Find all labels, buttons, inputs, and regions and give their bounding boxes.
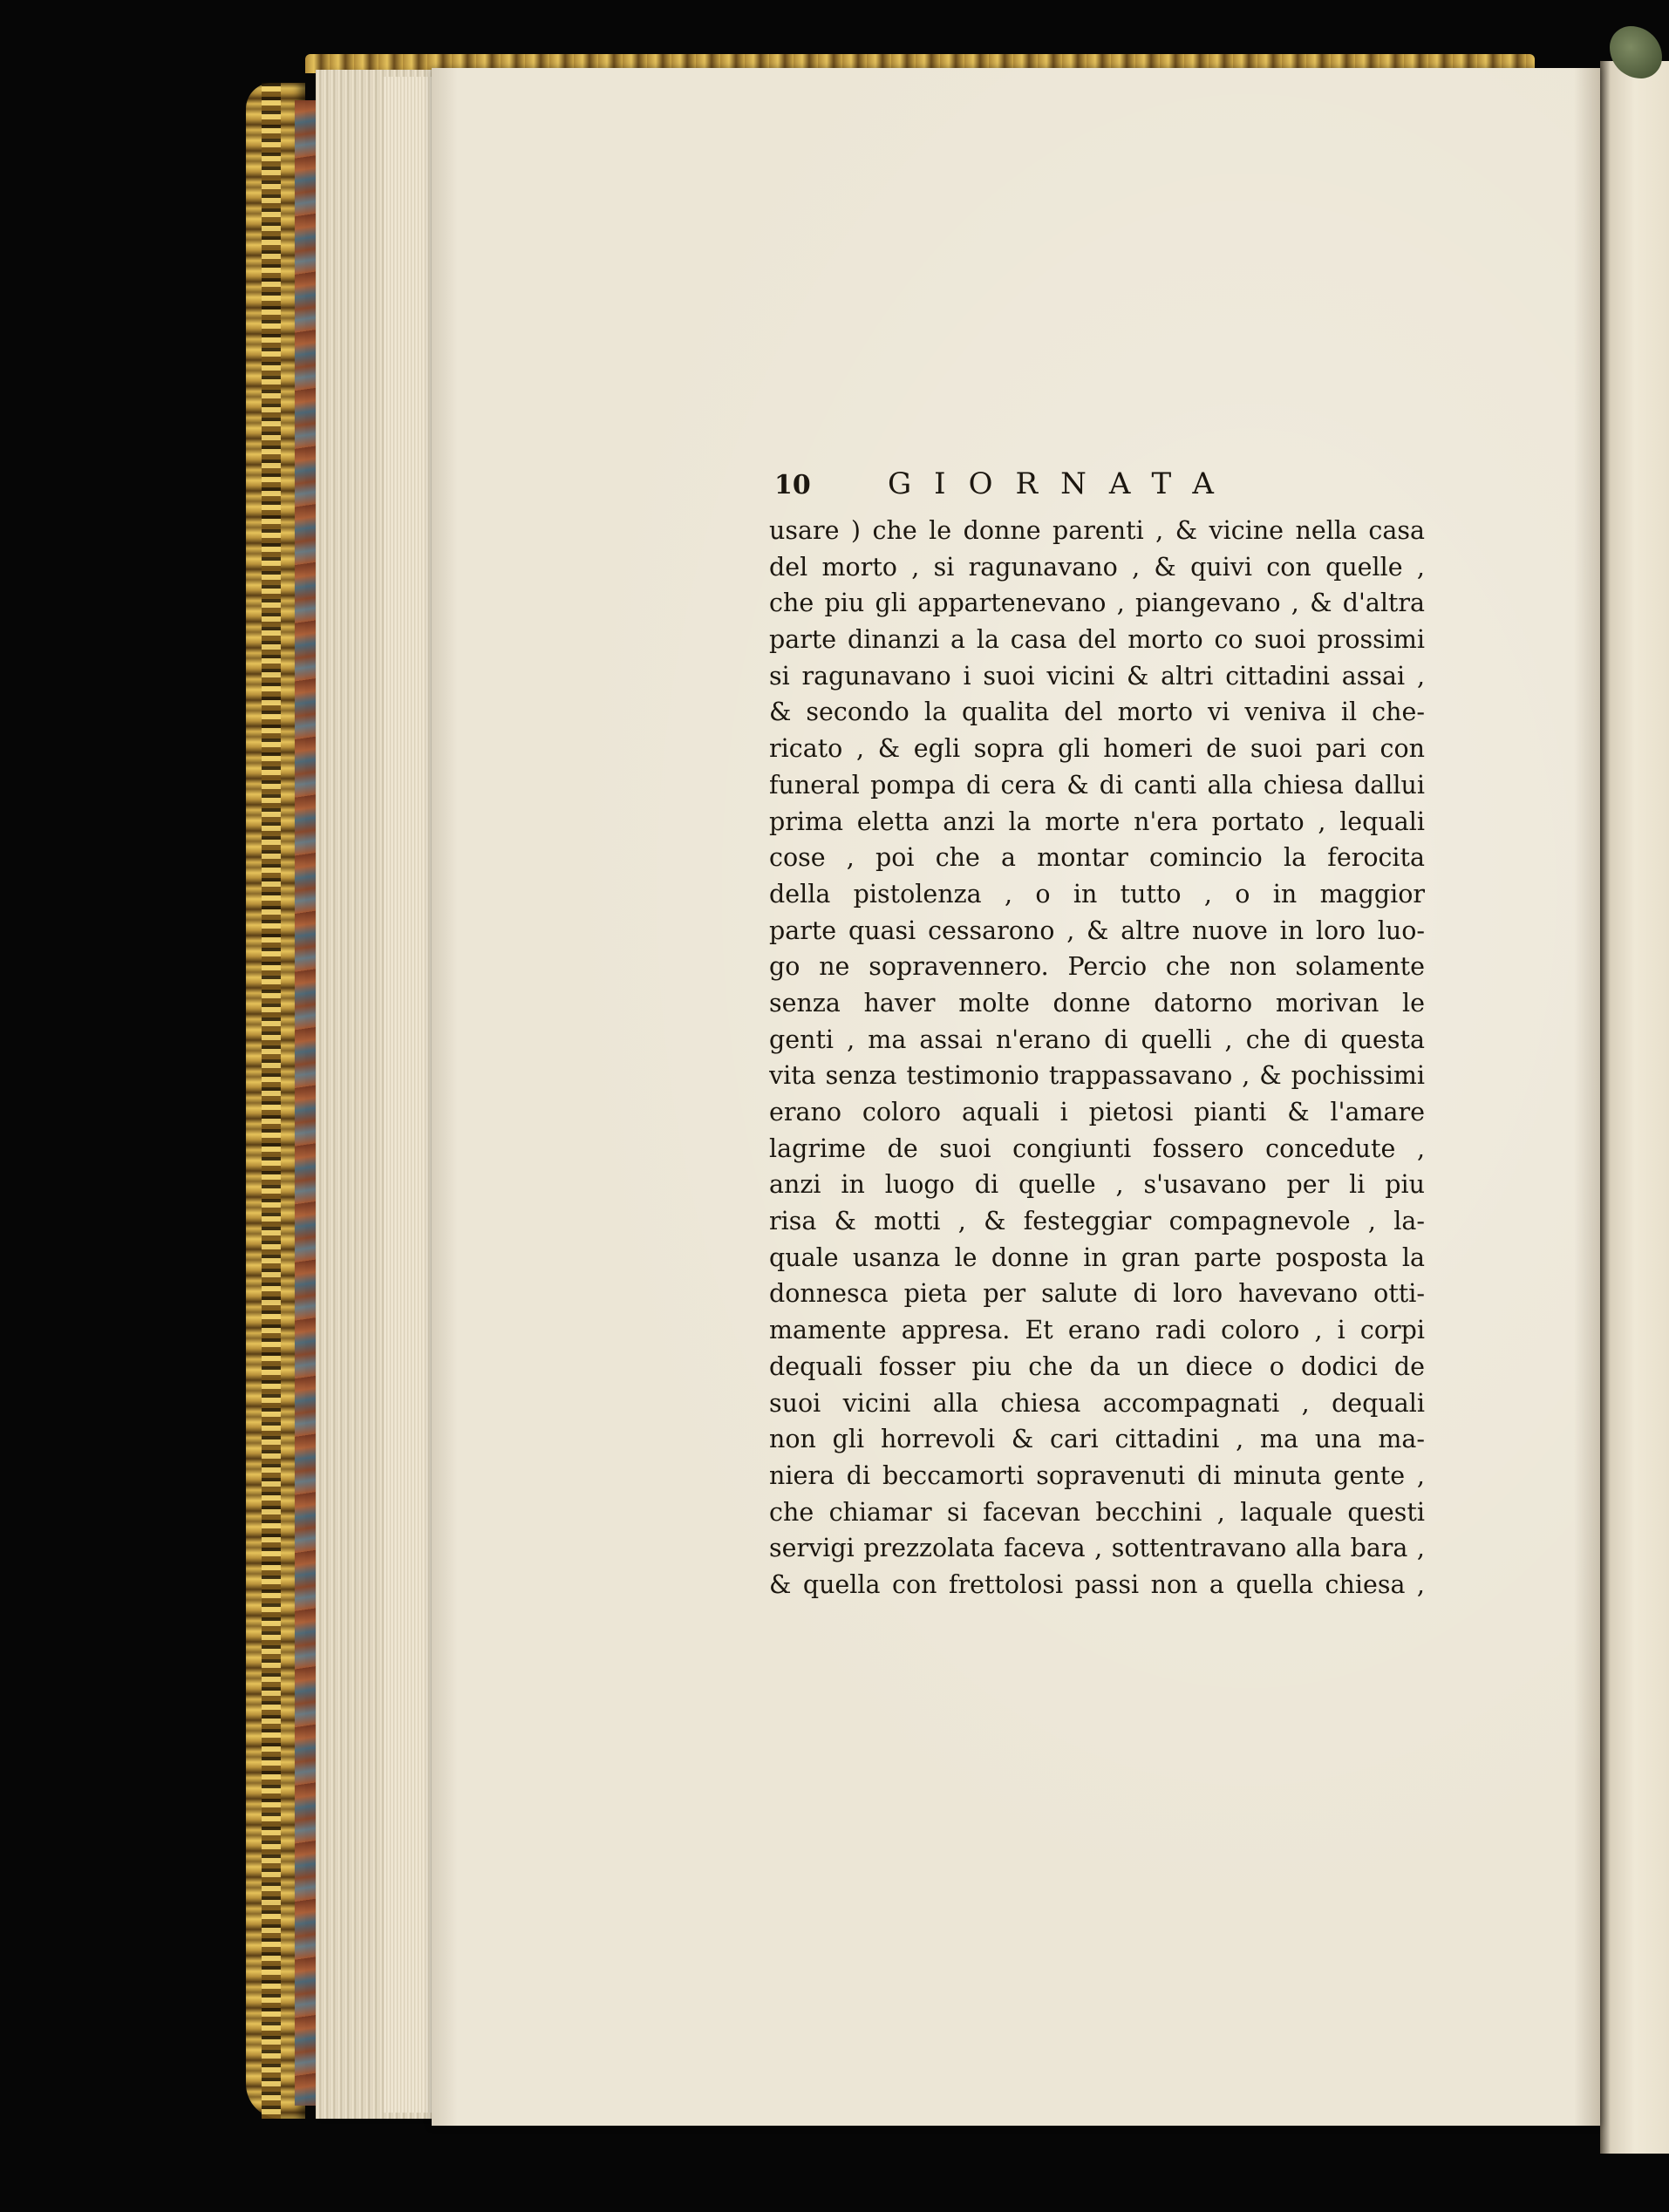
- text-line: erano coloro aquali i pietosi pianti & l'amare: [769, 1098, 1425, 1126]
- text-line: vita senza testimonio trappassavano , & pochissimi: [769, 1061, 1425, 1091]
- facing-page-edge: [1600, 61, 1669, 2154]
- text-line: niera di beccamorti sopravenuti di minuta gente ,: [769, 1460, 1425, 1490]
- page-title: GIORNATA: [888, 466, 1236, 501]
- text-line: non gli horrevoli & cari cittadini , ma una ma-: [769, 1425, 1425, 1454]
- text-line: che piu gli appartenevano , piangevano , & d'altra: [769, 589, 1425, 618]
- text-line: genti , ma assai n'erano di quelli , che di questa: [769, 1024, 1425, 1054]
- page-number: 10: [774, 470, 811, 500]
- text-line: go ne sopravennero. Percio che non solamente: [769, 952, 1425, 982]
- text-line: che chiamar si facevan becchini , laquale questi: [769, 1497, 1425, 1527]
- page-leaves-inner: [384, 77, 436, 2113]
- text-line: suoi vicini alla chiesa accompagnati , dequali: [769, 1388, 1425, 1418]
- text-line: & quella con frettolosi passi non a quella chiesa ,: [769, 1569, 1425, 1599]
- text-line: servigi prezzolata faceva , sottentravano alla bara ,: [769, 1534, 1425, 1563]
- text-line: funeral pompa di cera & di canti alla chiesa dallui: [769, 770, 1425, 800]
- text-line: senza haver molte donne datorno morivan le: [769, 988, 1425, 1018]
- text-line: cose , poi che a montar comincio la ferocita: [769, 843, 1425, 873]
- running-head: [769, 462, 1425, 506]
- text-line: parte dinanzi a la casa del morto co suoi prossimi: [769, 625, 1425, 655]
- text-line: della pistolenza , o in tutto , o in maggior: [769, 879, 1425, 909]
- text-line: usare ) che le donne parenti , & vicine nella casa: [769, 516, 1425, 545]
- text-line: parte quasi cessarono , & altre nuove in loro luo-: [769, 915, 1425, 945]
- text-line: anzi in luogo di quelle , s'usavano per li piu: [769, 1170, 1425, 1200]
- body-text: [769, 513, 1425, 1603]
- text-line: ricato , & egli sopra gli homeri de suoi pari con: [769, 734, 1425, 764]
- text-line: quale usanza le donne in gran parte pospostа la: [769, 1242, 1425, 1272]
- text-line: dequali fosser piu che da un diece o dodici de: [769, 1351, 1425, 1381]
- text-line: donnesca pieta per salute di loro havevano otti-: [769, 1279, 1425, 1309]
- text-line: del morto , si ragunavano , & quivi con quelle ,: [769, 552, 1425, 582]
- text-line: mamente appresa. Et erano radi coloro , i corpi: [769, 1316, 1425, 1345]
- text-block: [769, 462, 1425, 1603]
- text-line: si ragunavano i suoi vicini & altri cittadini assai ,: [769, 661, 1425, 691]
- text-line: prima eletta anzi la morte n'era portato , lequali: [769, 807, 1425, 836]
- text-line: & secondo la qualita del morto vi veniva il che-: [769, 698, 1425, 727]
- text-line: lagrime de suoi congiunti fossero concedute ,: [769, 1133, 1425, 1163]
- text-line: risa & motti , & festeggiar compagnevole , la-: [769, 1207, 1425, 1236]
